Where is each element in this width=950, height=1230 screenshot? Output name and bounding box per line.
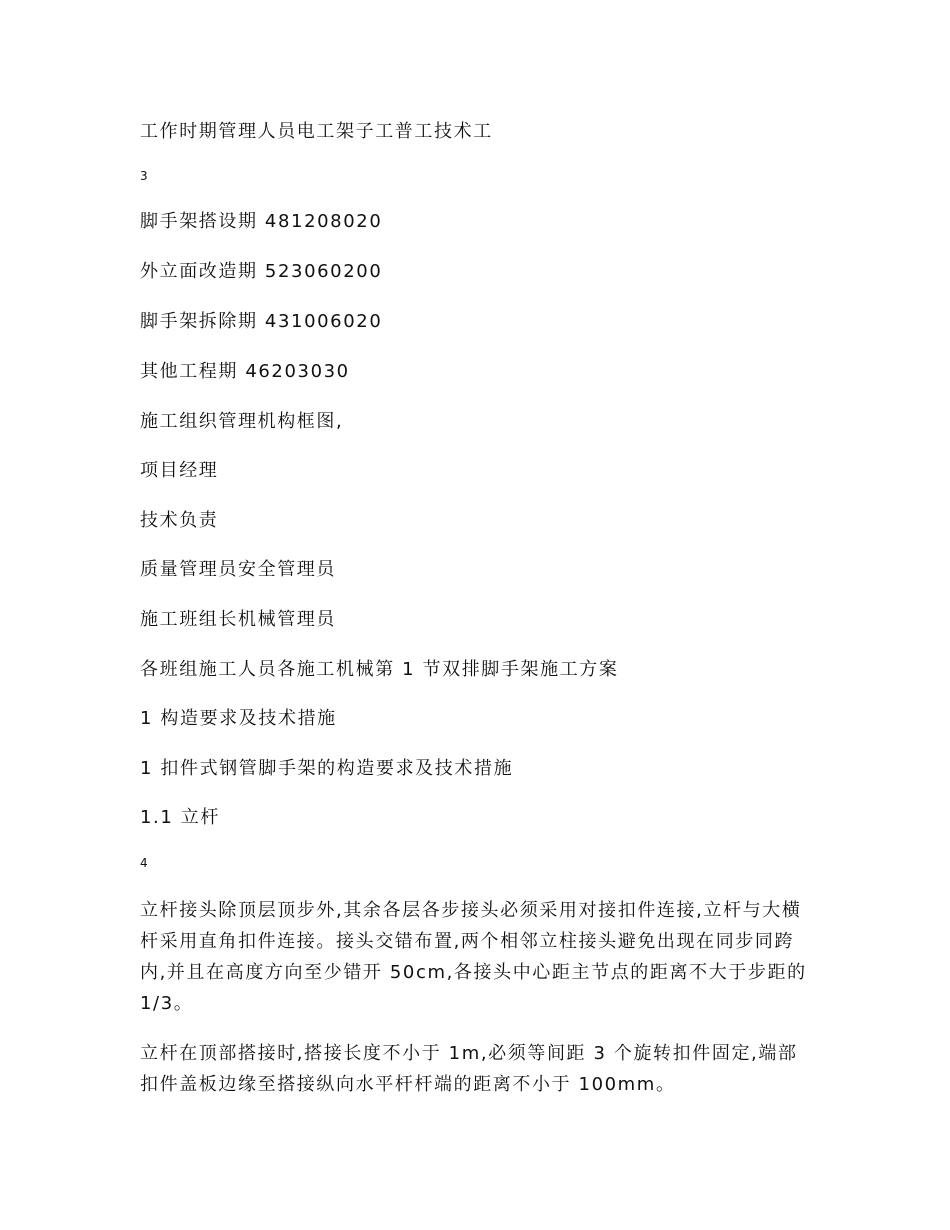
heading-vertical-pole: 1.1 立杆 (140, 807, 220, 828)
org-chart-heading: 施工组织管理机构框图, (140, 411, 344, 432)
paragraph-pole-joints: 立杆接头除顶层顶步外,其余各层各步接头必须采用对接扣件连接,立杆与大横杆采用直角扣件连接。接头交错布置,两个相邻立柱接头避免出现在同步同跨内,并且在高度方向至少错开 50cm,各接头中心距主节点的距离不大于步距的 1/3。 (140, 900, 807, 1014)
heading-construction-requirements: 1 构造要求及技术措施 (140, 708, 337, 729)
schedule-line-other-works: 其他工程期 46203030 (140, 361, 350, 382)
org-chart-technical-lead: 技术负责 (140, 510, 219, 531)
org-chart-foreman-machinery: 施工班组长机械管理员 (140, 609, 336, 630)
schedule-line-scaffold-erection: 脚手架搭设期 481208020 (140, 211, 383, 232)
org-chart-quality-safety: 质量管理员安全管理员 (140, 559, 336, 580)
page-number-4: 4 (140, 856, 148, 870)
heading-fastener-scaffold: 1 扣件式钢管脚手架的构造要求及技术措施 (140, 758, 514, 779)
table-header-line: 工作时期管理人员电工架子工普工技术工 (140, 121, 493, 142)
schedule-line-scaffold-removal: 脚手架拆除期 431006020 (140, 311, 383, 332)
schedule-line-facade-renovation: 外立面改造期 523060200 (140, 261, 383, 282)
section-heading-scaffold-plan: 各班组施工人员各施工机械第 1 节双排脚手架施工方案 (140, 659, 619, 680)
page-number-3: 3 (140, 169, 148, 183)
paragraph-pole-lap-joints: 立杆在顶部搭接时,搭接长度不小于 1m,必须等间距 3 个旋转扣件固定,端部扣件盖板边缘至搭接纵向水平杆杆端的距离不小于 100mm。 (140, 1043, 798, 1095)
org-chart-project-manager: 项目经理 (140, 460, 219, 481)
